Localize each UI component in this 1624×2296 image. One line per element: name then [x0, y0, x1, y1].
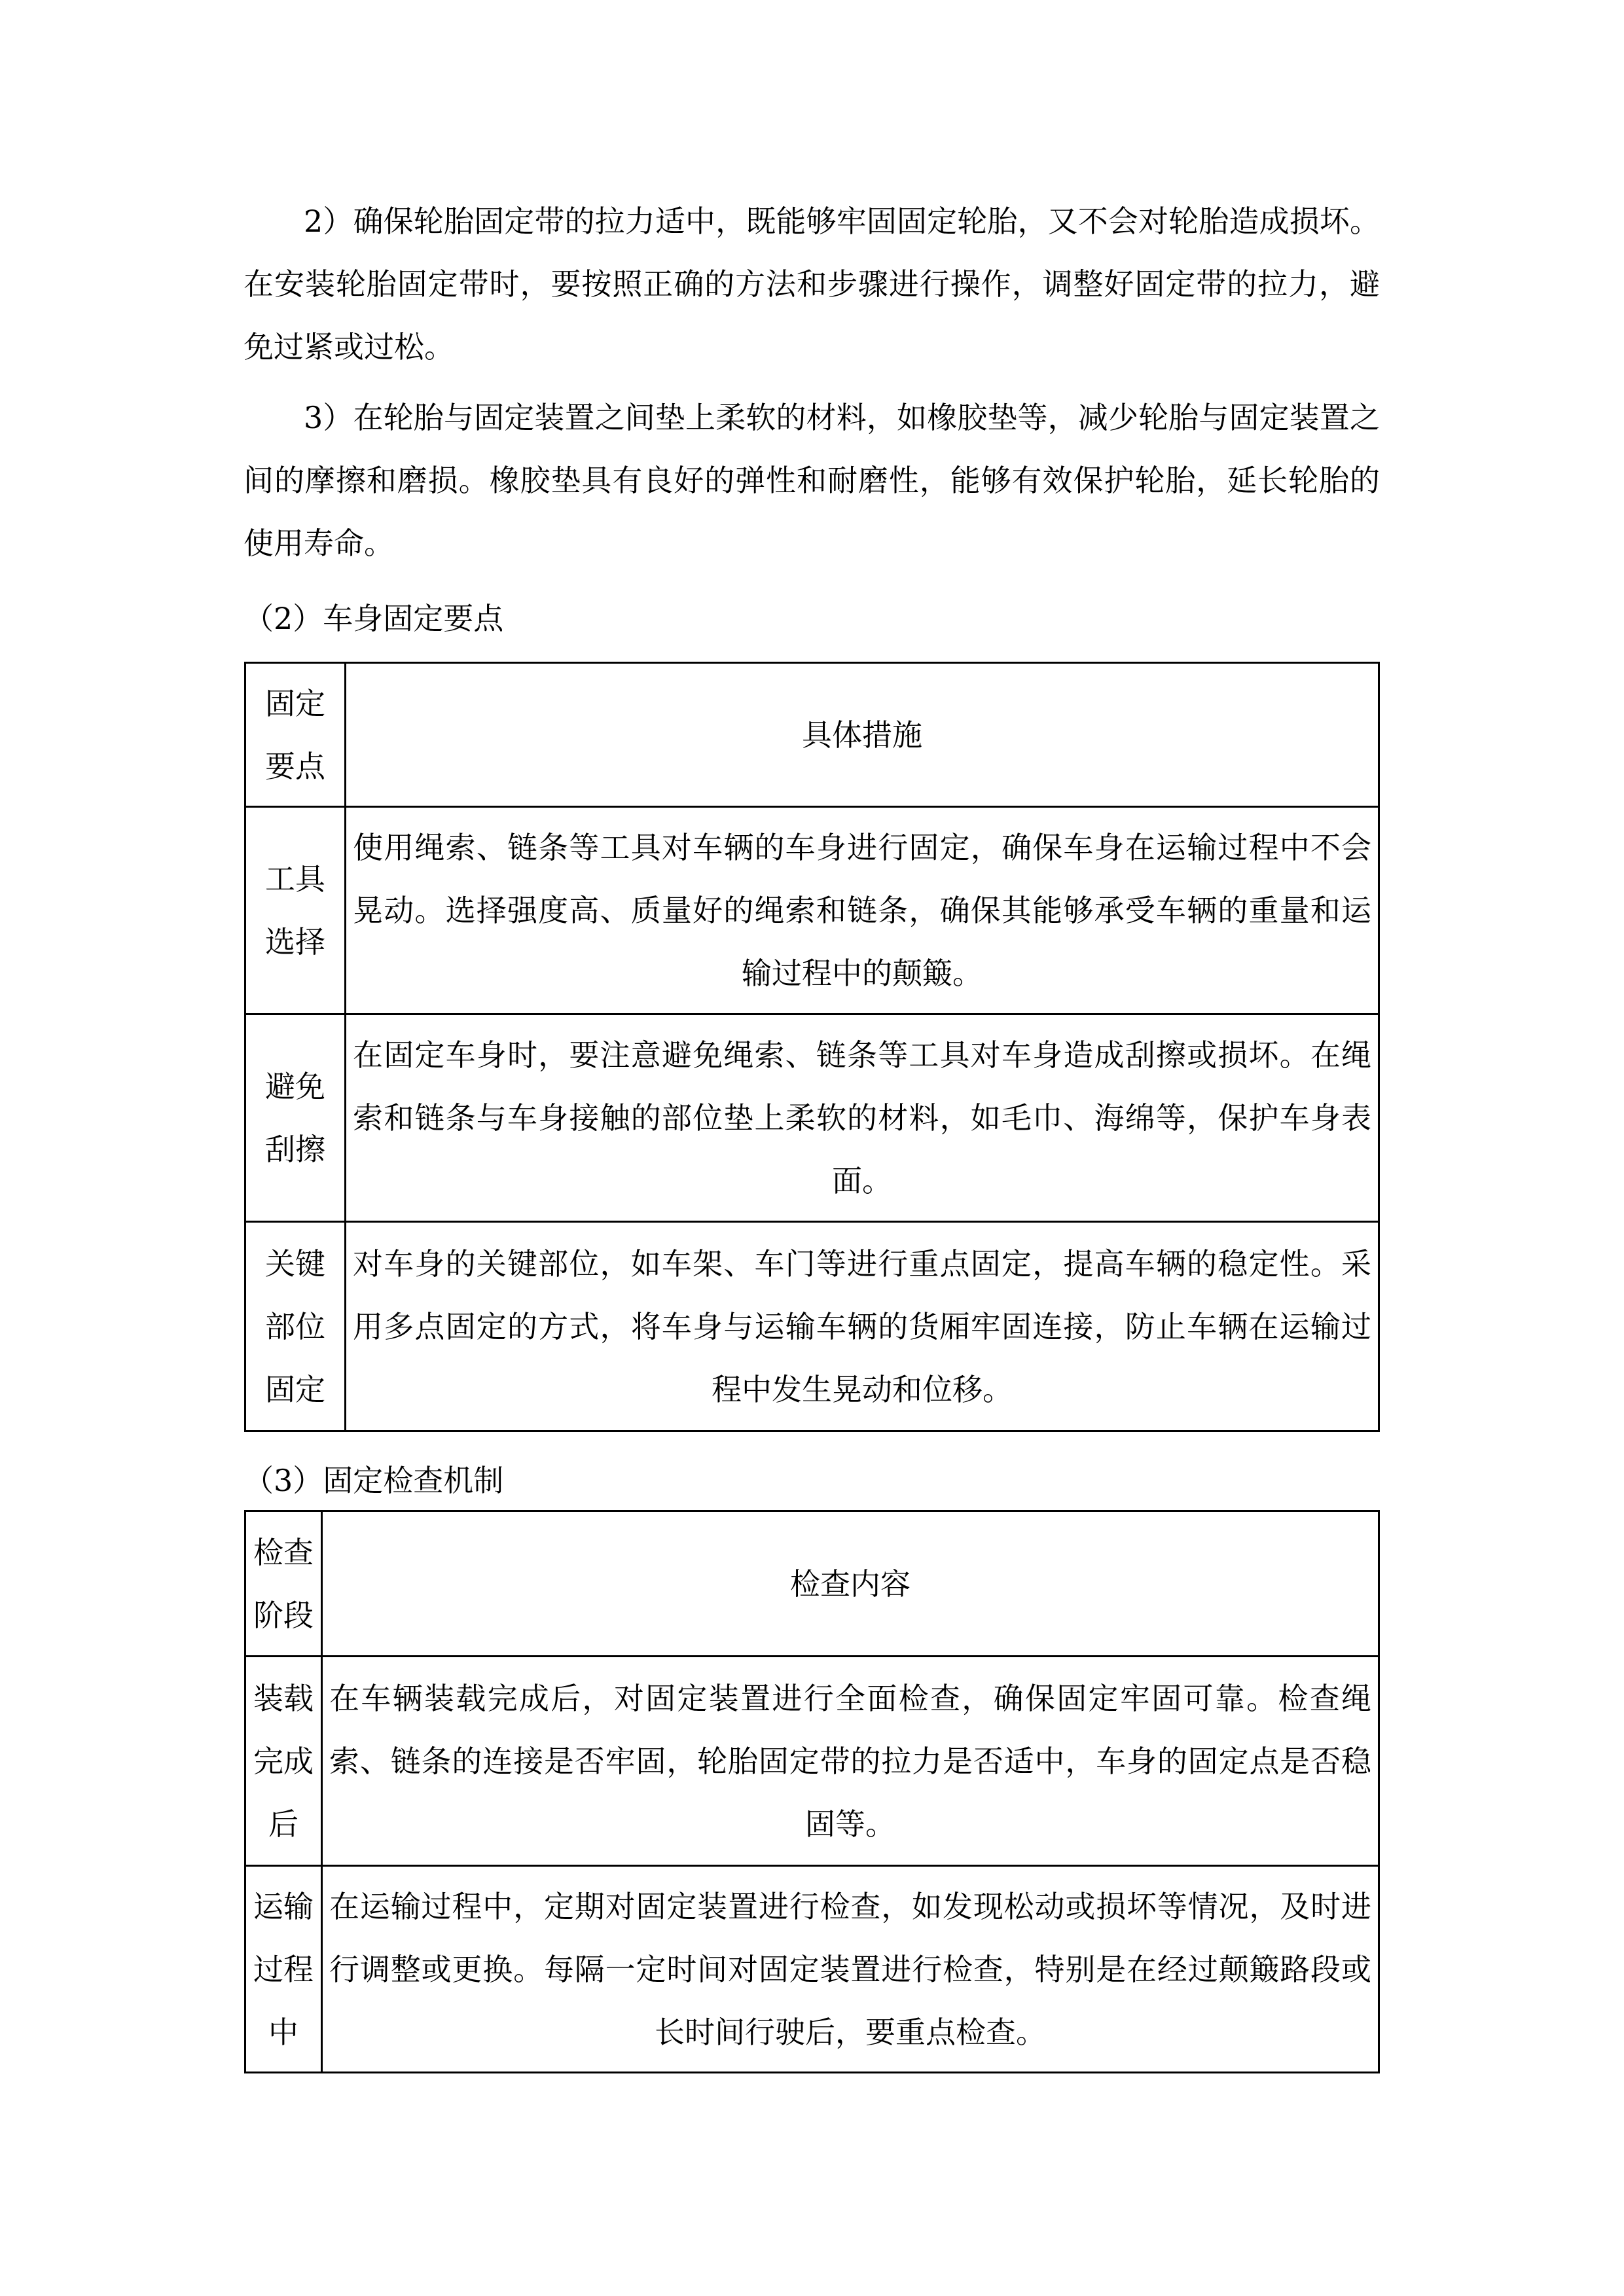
row-key-cell: 工具选择 — [245, 807, 346, 1014]
table-row — [245, 1014, 1379, 1222]
header-value-cell: 具体措施 — [346, 663, 1379, 807]
header-value-cell: 检查内容 — [322, 1511, 1379, 1657]
header-key-cell: 固定要点 — [245, 663, 346, 807]
row-value-cell: 在车辆装载完成后，对固定装置进行全面检查，确保固定牢固可靠。检查绳索、链条的连接是否牢固，轮胎固定带的拉力是否适中，车身的固定点是否稳固等。 — [322, 1657, 1379, 1866]
table-header-row — [245, 1511, 1379, 1657]
body-fixing-table — [244, 662, 1380, 1432]
row-value-cell: 对车身的关键部位，如车架、车门等进行重点固定，提高车辆的稳定性。采用多点固定的方式，将车身与运输车辆的货厢牢固连接，防止车辆在运输过程中发生晃动和位移。 — [346, 1222, 1379, 1431]
section-heading-check-mechanism: （3）固定检查机制 — [244, 1463, 504, 1498]
row-key-cell: 避免刮擦 — [245, 1014, 346, 1222]
check-mechanism-table — [244, 1510, 1380, 2073]
table-row — [245, 807, 1379, 1014]
row-key-cell: 关键部位固定 — [245, 1222, 346, 1431]
row-key-cell: 装载完成后 — [245, 1657, 322, 1866]
table-row — [245, 1222, 1379, 1431]
row-value-cell: 使用绳索、链条等工具对车辆的车身进行固定，确保车身在运输过程中不会晃动。选择强度高、质量好的绳索和链条，确保其能够承受车辆的重量和运输过程中的颠簸。 — [346, 807, 1379, 1014]
header-key-cell: 检查阶段 — [245, 1511, 322, 1657]
paragraph-tire-strap-tension: 2）确保轮胎固定带的拉力适中，既能够牢固固定轮胎，又不会对轮胎造成损坏。在安装轮胎固定带时，要按照正确的方法和步骤进行操作，调整好固定带的拉力，避免过紧或过松。 — [244, 204, 1380, 365]
table-row — [245, 1657, 1379, 1866]
row-value-cell: 在固定车身时，要注意避免绳索、链条等工具对车身造成刮擦或损坏。在绳索和链条与车身接触的部位垫上柔软的材料，如毛巾、海绵等，保护车身表面。 — [346, 1014, 1379, 1222]
row-key-cell: 运输过程中 — [245, 1866, 322, 2073]
table-row — [245, 1866, 1379, 2073]
paragraph-tire-padding: 3）在轮胎与固定装置之间垫上柔软的材料，如橡胶垫等，减少轮胎与固定装置之间的摩擦和磨损。橡胶垫具有良好的弹性和耐磨性，能够有效保护轮胎，延长轮胎的使用寿命。 — [244, 400, 1380, 561]
row-value-cell: 在运输过程中，定期对固定装置进行检查，如发现松动或损坏等情况，及时进行调整或更换。每隔一定时间对固定装置进行检查，特别是在经过颠簸路段或长时间行驶后，要重点检查。 — [322, 1866, 1379, 2073]
table-header-row — [245, 663, 1379, 807]
section-heading-body-fixing: （2）车身固定要点 — [244, 601, 504, 636]
